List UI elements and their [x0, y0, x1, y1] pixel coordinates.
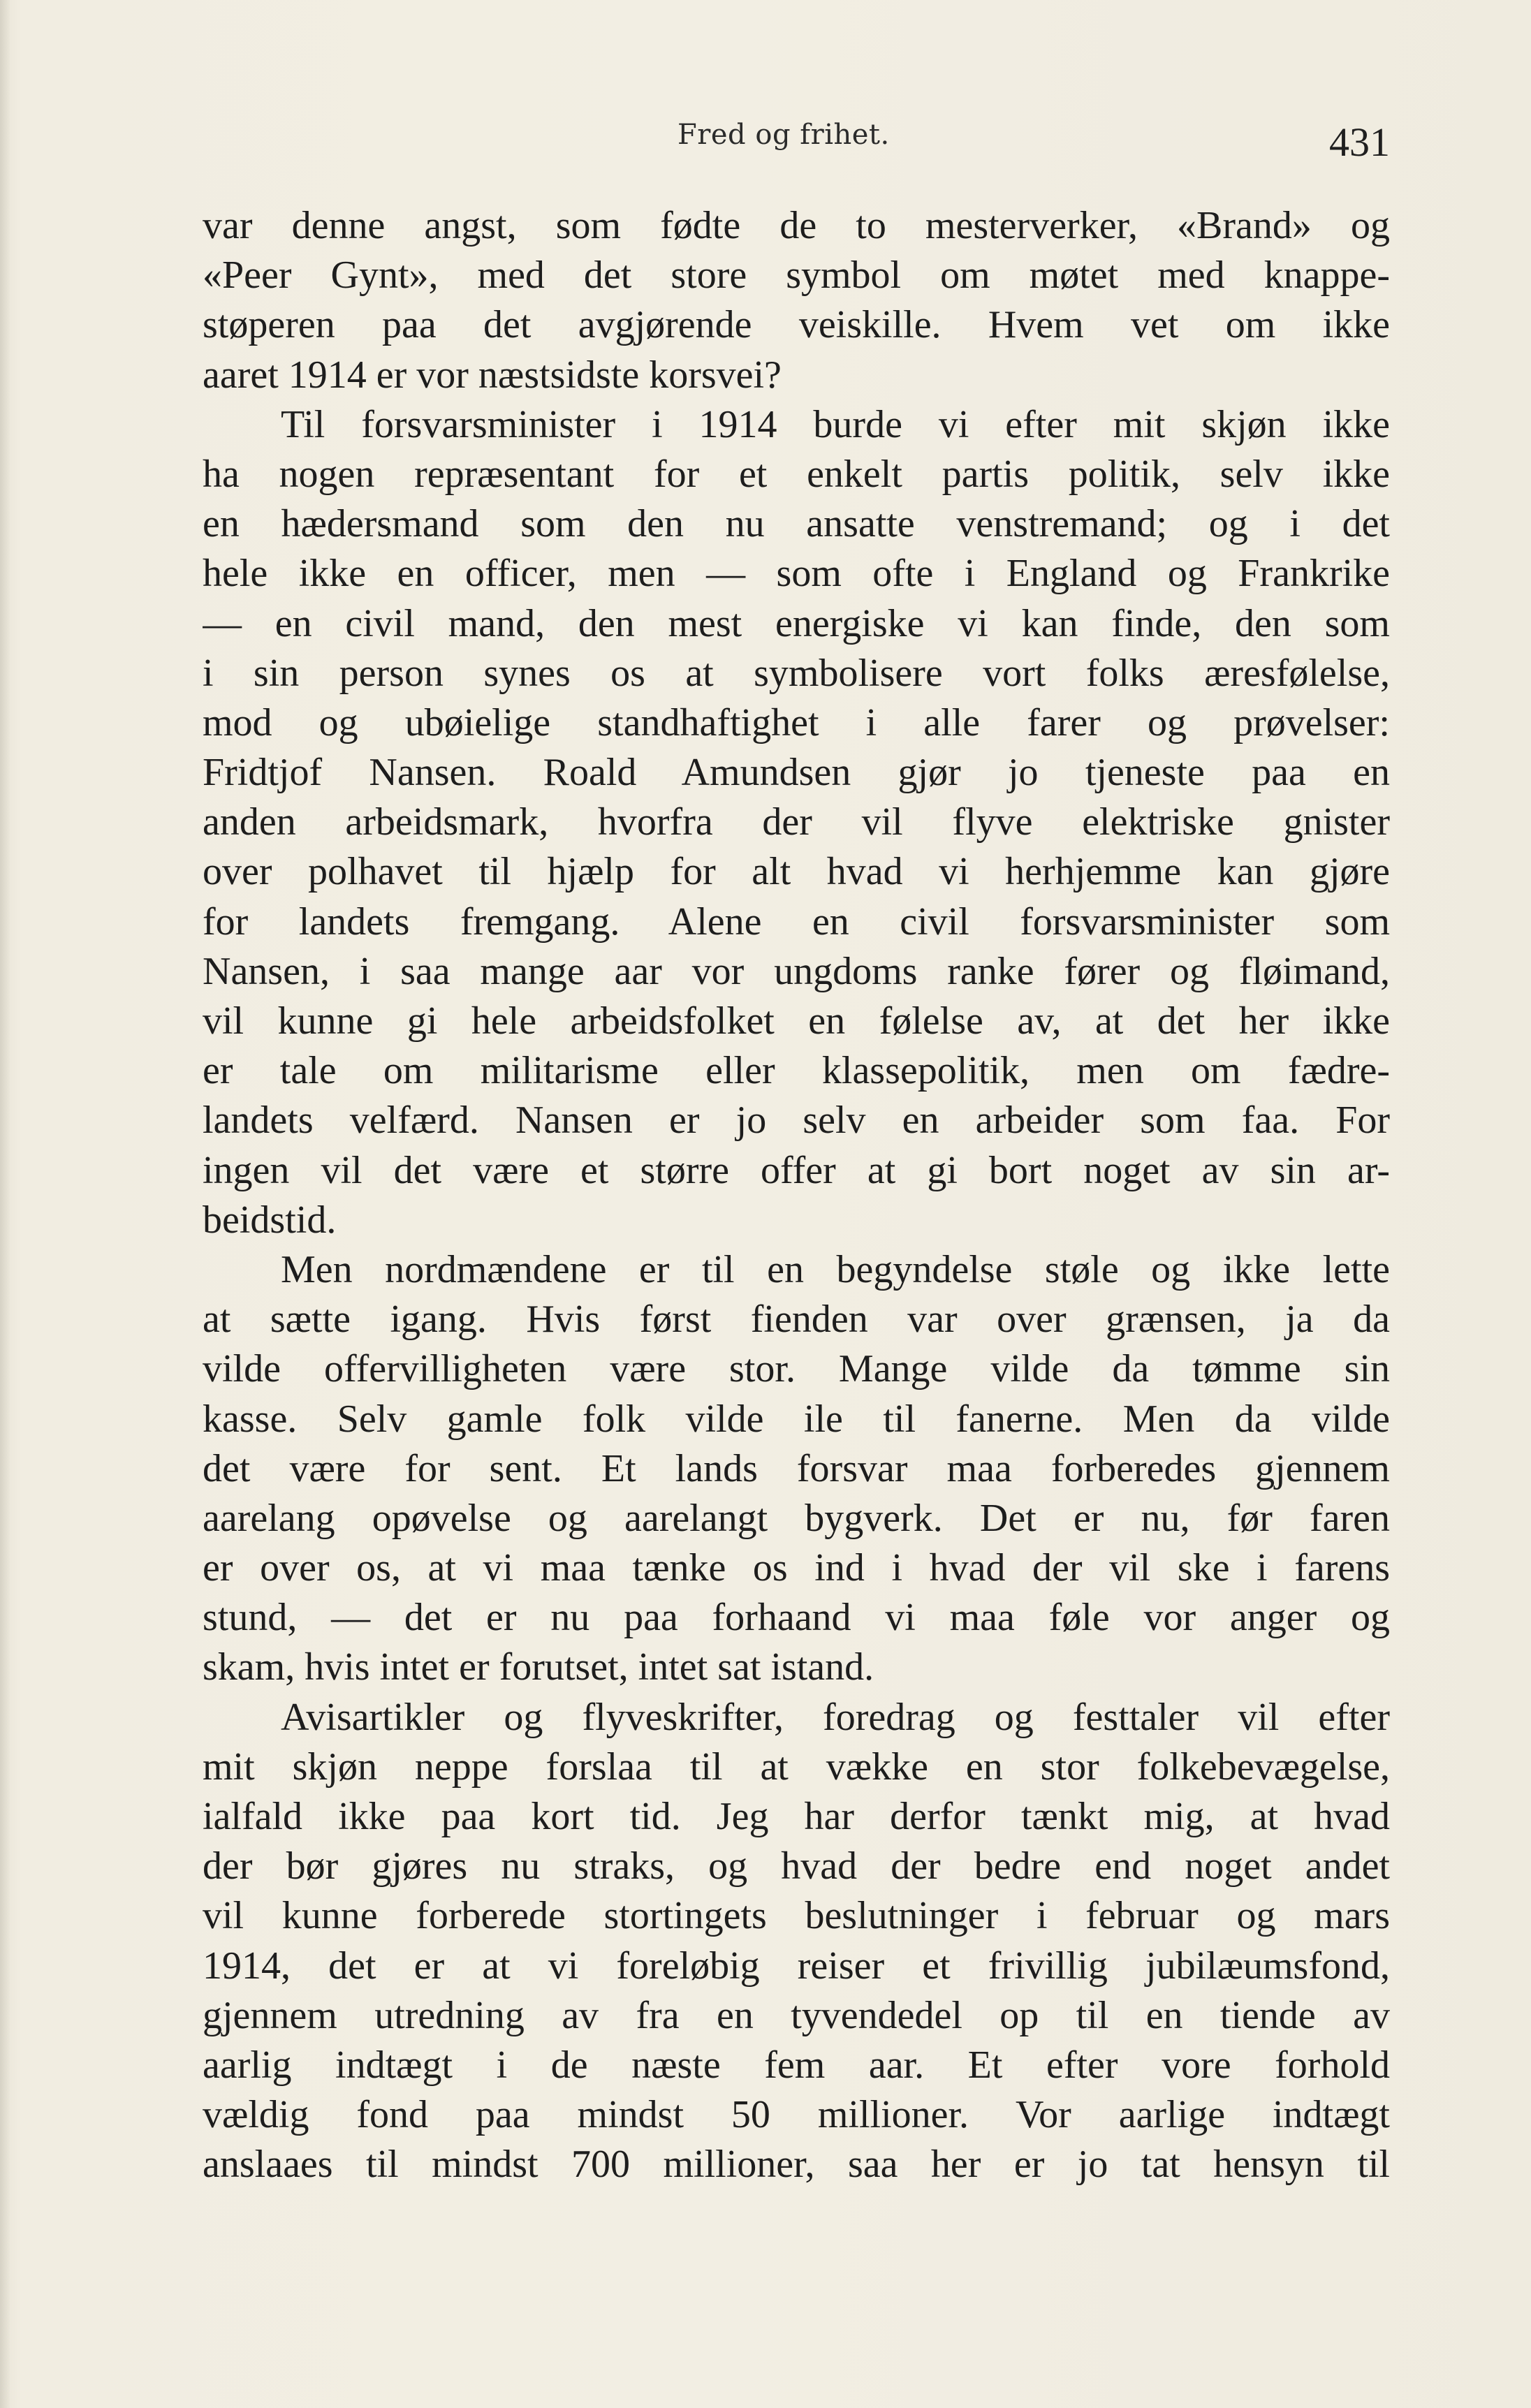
text-line: ha nogen repræsentant for et enkelt partis politik, selv ikke [203, 452, 1390, 496]
text-line: støperen paa det avgjørende veiskille. Hvem vet om ikke [203, 303, 1390, 347]
body-text [203, 201, 1390, 2190]
text-line: vilde offervilligheten være stor. Mange vilde da tømme sin [203, 1347, 1390, 1391]
text-line: «Peer Gynt», med det store symbol om møtet med knappe- [203, 254, 1390, 298]
text-line: vil kunne forberede stortingets beslutninger i februar og mars [203, 1894, 1390, 1938]
page-number: 431 [1329, 119, 1390, 165]
text-line: landets velfærd. Nansen er jo selv en arbeider som faa. For [203, 1099, 1390, 1143]
text-line: er over os, at vi maa tænke os ind i hvad der vil ske i farens [203, 1546, 1390, 1590]
text-line: Avisartikler og flyveskrifter, foredrag og festtaler vil efter [281, 1695, 1390, 1739]
page-header [203, 119, 1390, 168]
text-line: stund, — det er nu paa forhaand vi maa føle vor anger og [203, 1596, 1390, 1640]
text-line: for landets fremgang. Alene en civil forsvarsminister som [203, 900, 1390, 944]
text-line: en hædersmand som den nu ansatte venstremand; og i det [203, 502, 1390, 546]
text-line: Nansen, i saa mange aar vor ungdoms ranke fører og fløimand, [203, 949, 1390, 993]
text-line: beidstid. [203, 1198, 337, 1242]
text-line: anden arbeidsmark, hvorfra der vil flyve elektriske gnister [203, 800, 1390, 844]
text-line: det være for sent. Et lands forsvar maa forberedes gjennem [203, 1446, 1390, 1490]
text-line: i sin person synes os at symbolisere vort folks æresfølelse, [203, 651, 1390, 695]
text-line: ialfald ikke paa kort tid. Jeg har derfor tænkt mig, at hvad [203, 1795, 1390, 1838]
text-line: Fridtjof Nansen. Roald Amundsen gjør jo tjeneste paa en [203, 751, 1390, 795]
text-line: 1914, det er at vi foreløbig reiser et frivillig jubilæumsfond, [203, 1944, 1390, 1988]
text-line: vældig fond paa mindst 50 millioner. Vor aarlige indtægt [203, 2093, 1390, 2137]
text-line: aarelang opøvelse og aarelangt bygverk. Det er nu, før faren [203, 1496, 1390, 1540]
text-line: hele ikke en officer, men — som ofte i England og Frankrike [203, 552, 1390, 596]
text-line: var denne angst, som fødte de to mesterverker, «Brand» og [203, 204, 1390, 247]
text-line: Men nordmændene er til en begyndelse støle og ikke lette [281, 1247, 1390, 1291]
text-line: er tale om militarisme eller klassepolitik, men om fædre- [203, 1049, 1390, 1093]
text-line: Til forsvarsminister i 1914 burde vi efter mit skjøn ikke [281, 402, 1390, 446]
text-line: — en civil mand, den mest energiske vi kan finde, den som [203, 601, 1390, 645]
text-line: der bør gjøres nu straks, og hvad der bedre end noget andet [203, 1844, 1390, 1888]
text-line: kasse. Selv gamle folk vilde ile til fanerne. Men da vilde [203, 1397, 1390, 1441]
text-line: gjennem utredning av fra en tyvendedel op til en tiende av [203, 1993, 1390, 2037]
text-line: skam, hvis intet er forutset, intet sat istand. [203, 1645, 874, 1689]
text-line: at sætte igang. Hvis først fienden var over grænsen, ja da [203, 1298, 1390, 1342]
text-line: mit skjøn neppe forslaa til at vække en stor folkebevægelse, [203, 1745, 1390, 1789]
text-line: aaret 1914 er vor næstsidste korsvei? [203, 353, 782, 397]
text-line: ingen vil det være et større offer at gi bort noget av sin ar- [203, 1148, 1390, 1192]
text-line: aarlig indtægt i de næste fem aar. Et efter vore forhold [203, 2043, 1390, 2087]
text-line: over polhavet til hjælp for alt hvad vi herhjemme kan gjøre [203, 850, 1390, 894]
binding-edge [0, 0, 10, 2408]
running-title: Fred og frihet. [677, 119, 890, 151]
text-line: vil kunne gi hele arbeidsfolket en følelse av, at det her ikke [203, 999, 1390, 1043]
text-line: anslaaes til mindst 700 millioner, saa her er jo tat hensyn til [203, 2143, 1390, 2187]
text-line: mod og ubøielige standhaftighet i alle farer og prøvelser: [203, 700, 1390, 744]
